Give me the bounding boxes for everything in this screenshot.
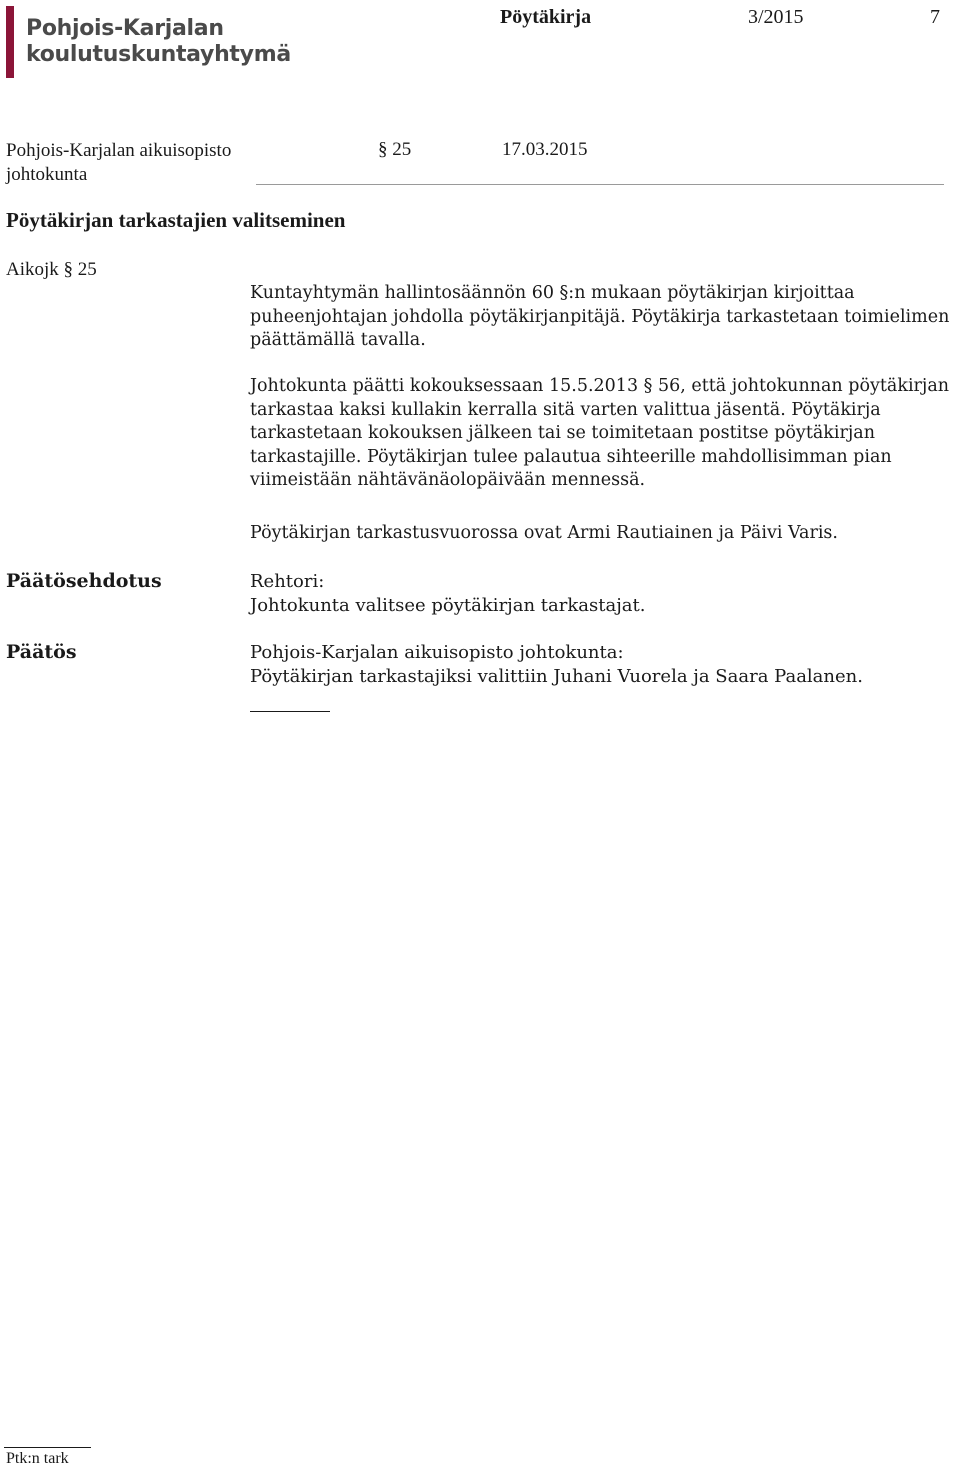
decision-author: Pohjois-Karjalan aikuisopisto johtokunta: (250, 642, 624, 663)
decision-content (250, 641, 863, 689)
logo-text-line1: Pohjois-Karjalan (26, 16, 224, 41)
page-title: Pöytäkirjan tarkastajien valitseminen (6, 208, 346, 232)
organization-line1: Pohjois-Karjalan aikuisopisto (6, 140, 232, 161)
body-paragraph: Pöytäkirjan tarkastusvuorossa ovat Armi Rautiainen ja Päivi Varis. (250, 523, 838, 543)
body-paragraph: Johtokunta päätti kokouksessaan 15.5.2013 § 56, että johtokunnan pöytäkirjan tarkastaa kaksi kullakin kerralla sitä varten valittua jäsentä. Pöytäkirja tarkastetaan kokouksen jälkeen tai se toimitetaan postitse pöytäkirjan tarkastajille. Pöytäkirjan tulee palautua sihteerille mahdollisimman pian viimeistään nähtävänäolopäivään mennessä. (250, 376, 950, 490)
body-paragraph: Kuntayhtymän hallintosäännön 60 §:n mukaan pöytäkirjan kirjoittaa puheenjohtajan johdolla pöytäkirjanpitäjä. Pöytäkirja tarkastetaan toimielimen päättämällä tavalla. (250, 283, 950, 350)
organization-name (6, 139, 231, 187)
document-type: Pöytäkirja (500, 6, 592, 28)
decision-label: Päätös (6, 641, 77, 663)
initials-line (4, 1447, 91, 1448)
header-divider (256, 184, 944, 185)
document-number: 3/2015 (748, 6, 804, 28)
proposal-text: Johtokunta valitsee pöytäkirjan tarkastajat. (250, 595, 646, 616)
logo-mark (6, 6, 14, 78)
logo-text-line2: koulutuskuntayhtymä (26, 42, 291, 67)
organization-line2: johtokunta (6, 164, 88, 185)
end-divider (250, 711, 330, 712)
proposal-content (250, 570, 645, 618)
meeting-date: 17.03.2015 (502, 139, 588, 160)
proposal-label: Päätösehdotus (6, 570, 162, 592)
proposal-author: Rehtori: (250, 571, 325, 592)
section-number: § 25 (378, 139, 412, 160)
decision-text: Pöytäkirjan tarkastajiksi valittiin Juhani Vuorela ja Saara Paalanen. (250, 666, 863, 687)
page-number: 7 (930, 6, 940, 28)
initials-label: Ptk:n tark (6, 1450, 69, 1467)
aikojk-reference: Aikojk § 25 (6, 259, 97, 280)
